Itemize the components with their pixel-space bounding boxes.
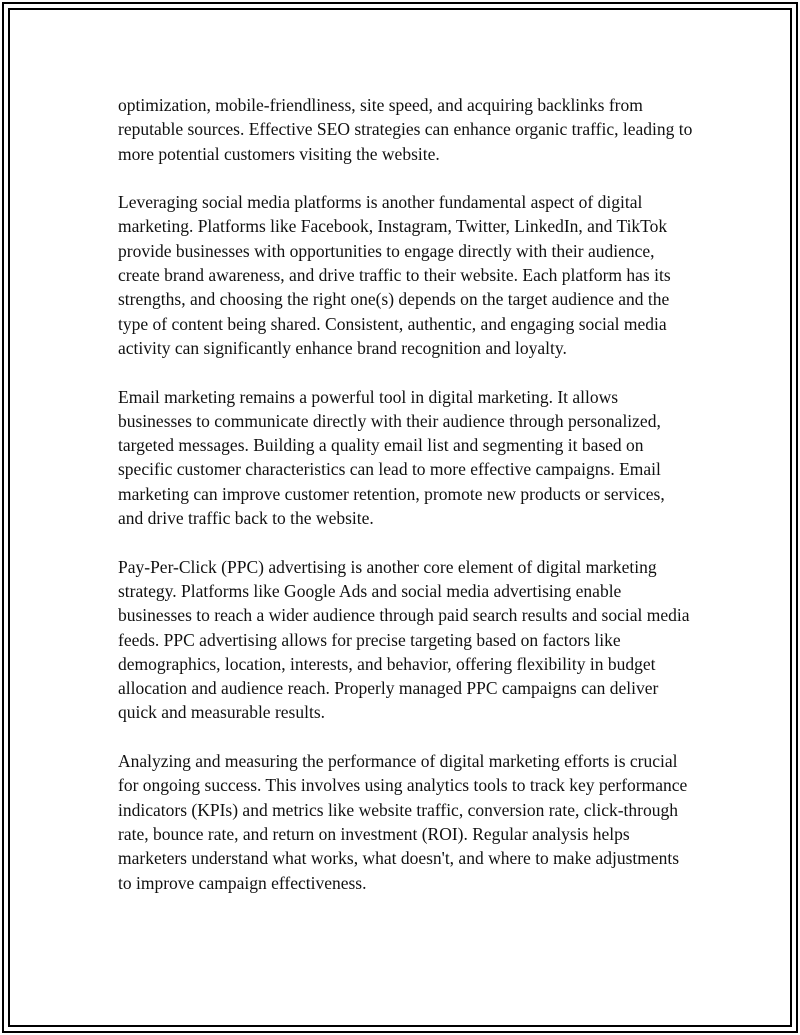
paragraph-analytics: Analyzing and measuring the performance of digital marketing efforts is crucial for ongoing success. This involves using analytics tools to track key performance indicators (KPIs) and metrics like website traffic, conversion rate, click-through rate, bounce rate, and return on investment (ROI). Regular analysis helps marketers understand what works, what doesn't, and where to make adjustments to improve campaign effectiveness.	[118, 751, 688, 893]
paragraph-social-media: Leveraging social media platforms is another fundamental aspect of digital marketing. Platforms like Facebook, Instagram, Twitter, LinkedIn, and TikTok provide businesses with opportunities to engage directly with their audience, create brand awareness, and drive traffic to their website. Each platform has its strengths, and choosing the right one(s) depends on the target audience and the type of content being shared. Consistent, authentic, and engaging social media activity can significantly enhance brand recognition and loyalty.	[118, 192, 671, 358]
paragraph-ppc-advertising: Pay-Per-Click (PPC) advertising is another core element of digital marketing strategy. Platforms like Google Ads and social media advertising enable businesses to reach a wider audience through paid search results and social media feeds. PPC advertising allows for precise targeting based on factors like demographics, location, interests, and behavior, offering flexibility in budget allocation and audience reach. Properly managed PPC campaigns can deliver quick and measurable results.	[118, 556, 690, 723]
paragraph-seo-continued: optimization, mobile-friendliness, site speed, and acquiring backlinks from reputable sources. Effective SEO strategies can enhance organic traffic, leading to more potential customers visiting the website.	[118, 95, 693, 164]
paragraph-email-marketing: Email marketing remains a powerful tool in digital marketing. It allows businesses to communicate directly with their audience through personalized, targeted messages. Building a quality email list and segmenting it based on specific customer characteristics can lead to more effective campaigns. Email marketing can improve customer retention, promote new products or services, and drive traffic back to the website.	[118, 386, 665, 529]
document-body	[118, 93, 693, 895]
